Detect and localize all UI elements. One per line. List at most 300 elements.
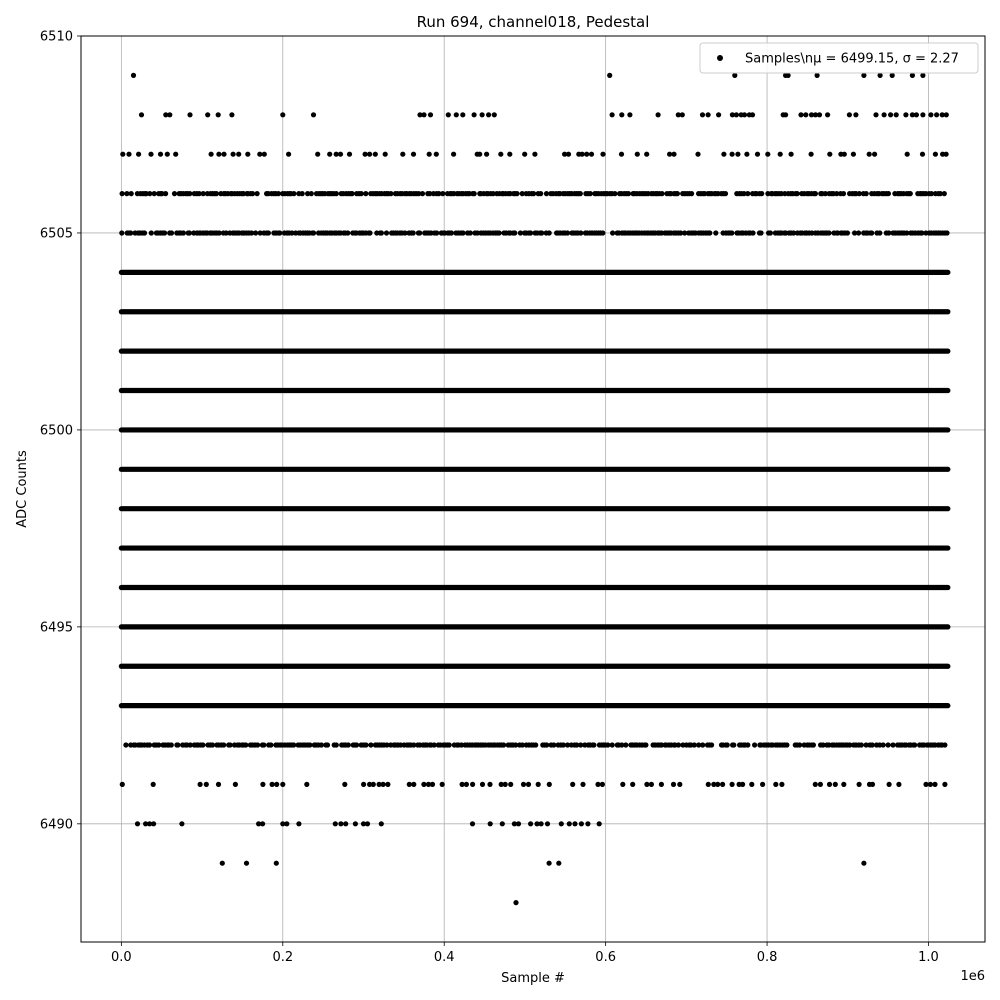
data-point: [497, 230, 502, 235]
data-point: [721, 152, 726, 157]
data-point: [619, 152, 624, 157]
data-point: [345, 230, 350, 235]
data-point: [266, 230, 271, 235]
data-point: [700, 112, 705, 117]
data-point: [547, 782, 552, 787]
data-point: [709, 742, 714, 747]
data-point: [487, 782, 492, 787]
data-point: [209, 152, 214, 157]
data-point: [680, 112, 685, 117]
data-point: [291, 191, 296, 196]
data-point: [200, 742, 205, 747]
data-point: [514, 191, 519, 196]
legend-entry-samples: Samples\nμ = 6499.15, σ = 2.27: [745, 51, 959, 67]
data-point: [643, 742, 648, 747]
data-point: [572, 821, 577, 826]
data-point: [531, 191, 536, 196]
data-point: [472, 191, 477, 196]
data-point: [859, 742, 864, 747]
plot-frame: [81, 36, 985, 942]
data-point: [720, 782, 725, 787]
data-point: [886, 191, 891, 196]
data-point: [861, 73, 866, 78]
data-point: [752, 742, 757, 747]
data-point: [270, 782, 275, 787]
data-point: [513, 900, 518, 905]
data-point: [365, 821, 370, 826]
data-point: [827, 152, 832, 157]
data-point: [610, 230, 615, 235]
data-point: [120, 152, 125, 157]
data-point: [367, 230, 372, 235]
data-point: [742, 112, 747, 117]
x-tick-label: 1.0: [918, 950, 939, 965]
data-point: [600, 152, 605, 157]
data-point: [501, 742, 506, 747]
data-point: [864, 191, 869, 196]
data-point: [896, 782, 901, 787]
data-point: [508, 782, 513, 787]
data-point: [516, 821, 521, 826]
data-point: [353, 821, 358, 826]
data-point: [262, 152, 267, 157]
data-point: [296, 821, 301, 826]
data-point: [789, 152, 794, 157]
data-point: [253, 230, 258, 235]
data-point: [447, 742, 452, 747]
data-point: [231, 152, 236, 157]
data-point: [526, 782, 531, 787]
x-axis-offset-label: 1e6: [960, 969, 985, 984]
data-point: [319, 742, 324, 747]
data-point: [354, 742, 359, 747]
data-point: [735, 152, 740, 157]
data-point: [427, 152, 432, 157]
data-point: [861, 861, 866, 866]
data-point: [383, 152, 388, 157]
data-point: [181, 230, 186, 235]
y-axis-label: ADC Counts: [15, 450, 30, 528]
y-tick-label: 6495: [39, 620, 73, 636]
data-point: [745, 742, 750, 747]
data-point: [750, 230, 755, 235]
data-point: [942, 782, 947, 787]
data-point: [512, 230, 517, 235]
data-point: [381, 782, 386, 787]
data-point: [894, 112, 899, 117]
data-point: [827, 782, 832, 787]
data-point: [644, 152, 649, 157]
data-point: [480, 112, 485, 117]
data-point: [588, 191, 593, 196]
data-point: [522, 152, 527, 157]
data-point: [795, 191, 800, 196]
data-point: [869, 230, 874, 235]
data-point: [400, 152, 405, 157]
data-point: [434, 230, 439, 235]
data-point: [659, 782, 664, 787]
data-point: [216, 112, 221, 117]
data-point: [578, 230, 583, 235]
data-point: [407, 782, 412, 787]
data-point: [817, 112, 822, 117]
data-point: [277, 230, 282, 235]
data-point: [857, 782, 862, 787]
data-point: [585, 821, 590, 826]
data-point: [760, 782, 765, 787]
data-point: [216, 782, 221, 787]
data-point: [460, 230, 465, 235]
data-point: [261, 742, 266, 747]
data-point: [932, 782, 937, 787]
data-point: [825, 112, 830, 117]
data-point: [656, 112, 661, 117]
data-point: [845, 230, 850, 235]
data-point: [635, 152, 640, 157]
data-point: [417, 230, 422, 235]
chart-title: Run 694, channel018, Pedestal: [416, 13, 650, 31]
data-point: [470, 782, 475, 787]
data-point: [221, 742, 226, 747]
data-point: [411, 782, 416, 787]
data-point: [165, 152, 170, 157]
data-point: [460, 112, 465, 117]
data-point: [507, 152, 512, 157]
data-point: [905, 152, 910, 157]
data-point: [765, 152, 770, 157]
data-point: [147, 742, 152, 747]
data-point: [740, 782, 745, 787]
data-point: [644, 782, 649, 787]
data-point: [454, 112, 459, 117]
data-point: [559, 821, 564, 826]
data-point: [600, 782, 605, 787]
data-point: [338, 821, 343, 826]
data-point: [729, 230, 734, 235]
data-point: [813, 782, 818, 787]
data-point: [342, 782, 347, 787]
data-point: [379, 230, 384, 235]
data-point: [903, 112, 908, 117]
data-point: [163, 191, 168, 196]
data-point: [311, 230, 316, 235]
data-point: [890, 742, 895, 747]
x-axis-label: Sample #: [501, 971, 565, 986]
data-point: [350, 191, 355, 196]
data-point: [220, 861, 225, 866]
data-point: [309, 191, 314, 196]
data-point: [120, 782, 125, 787]
data-point: [243, 742, 248, 747]
data-point: [841, 782, 846, 787]
data-point: [250, 191, 255, 196]
data-point: [878, 73, 883, 78]
data-point: [579, 821, 584, 826]
data-point: [338, 152, 343, 157]
data-point: [521, 782, 526, 787]
data-point: [440, 782, 445, 787]
data-point: [492, 112, 497, 117]
data-point: [706, 782, 711, 787]
data-point: [333, 821, 338, 826]
x-tick-label: 0.4: [433, 950, 455, 965]
data-point: [773, 782, 778, 787]
legend: [700, 43, 978, 73]
data-point: [500, 821, 505, 826]
data-point: [464, 782, 469, 787]
data-point: [255, 191, 260, 196]
data-point: [260, 782, 265, 787]
x-tick-label: 0.2: [272, 950, 294, 965]
data-point: [411, 152, 416, 157]
data-point: [411, 230, 416, 235]
data-point: [221, 152, 226, 157]
data-point: [304, 782, 309, 787]
data-point: [169, 742, 174, 747]
data-point: [920, 152, 925, 157]
data-point: [334, 742, 339, 747]
data-point: [274, 782, 279, 787]
data-point: [841, 191, 846, 196]
data-point: [928, 112, 933, 117]
data-point: [934, 112, 939, 117]
data-point: [421, 112, 426, 117]
data-points: [119, 73, 949, 905]
data-point: [671, 782, 676, 787]
x-tick-label: 0.6: [595, 950, 616, 965]
data-point: [689, 191, 694, 196]
data-point: [716, 112, 721, 117]
data-point: [131, 73, 136, 78]
data-point: [187, 112, 192, 117]
data-point: [470, 821, 475, 826]
data-point: [877, 230, 882, 235]
data-point: [803, 112, 808, 117]
data-point: [944, 230, 949, 235]
data-point: [363, 152, 368, 157]
data-point: [167, 112, 172, 117]
data-point: [908, 191, 913, 196]
data-point: [890, 73, 895, 78]
data-point: [343, 821, 348, 826]
data-point: [677, 782, 682, 787]
data-point: [536, 782, 541, 787]
data-point: [784, 742, 789, 747]
data-point: [347, 152, 352, 157]
data-point: [528, 230, 533, 235]
data-point: [695, 152, 700, 157]
legend-marker: [717, 55, 723, 61]
data-point: [713, 230, 718, 235]
data-point: [371, 782, 376, 787]
data-point: [216, 152, 221, 157]
data-point: [607, 73, 612, 78]
data-point: [580, 152, 585, 157]
data-point: [498, 152, 503, 157]
data-point: [584, 152, 589, 157]
data-point: [942, 191, 947, 196]
data-point: [745, 191, 750, 196]
data-point: [707, 230, 712, 235]
data-point: [311, 112, 316, 117]
data-point: [811, 742, 816, 747]
data-point: [363, 742, 368, 747]
data-point: [532, 152, 537, 157]
data-point: [139, 112, 144, 117]
x-tick-label: 0.0: [111, 950, 132, 965]
data-point: [750, 112, 755, 117]
data-point: [867, 152, 872, 157]
data-point: [591, 742, 596, 747]
y-tick-label: 6510: [39, 29, 73, 45]
data-point: [768, 230, 773, 235]
data-point: [327, 152, 332, 157]
data-point: [779, 782, 784, 787]
data-point: [205, 112, 210, 117]
data-point: [204, 782, 209, 787]
data-point: [818, 782, 823, 787]
data-point: [280, 112, 285, 117]
y-tick-label: 6505: [39, 226, 73, 242]
data-point: [420, 191, 425, 196]
data-point: [120, 191, 125, 196]
data-point: [152, 191, 157, 196]
data-point: [539, 230, 544, 235]
data-point: [255, 742, 260, 747]
data-point: [363, 191, 368, 196]
data-point: [388, 191, 393, 196]
data-point: [881, 742, 886, 747]
data-point: [430, 782, 435, 787]
data-point: [135, 821, 140, 826]
data-point: [920, 73, 925, 78]
data-point: [477, 152, 482, 157]
data-point: [649, 782, 654, 787]
data-point: [610, 742, 615, 747]
data-point: [610, 112, 615, 117]
data-point: [503, 782, 508, 787]
data-point: [847, 112, 852, 117]
data-point: [260, 821, 265, 826]
data-point: [136, 152, 141, 157]
data-point: [214, 191, 219, 196]
data-point: [421, 782, 426, 787]
data-point: [920, 112, 925, 117]
data-point: [856, 230, 861, 235]
data-point: [888, 112, 893, 117]
data-point: [538, 191, 543, 196]
data-point: [236, 152, 241, 157]
data-point: [623, 742, 628, 747]
data-point: [580, 782, 585, 787]
data-point: [488, 821, 493, 826]
data-point: [274, 861, 279, 866]
data-point: [612, 191, 617, 196]
data-point: [675, 191, 680, 196]
data-point: [149, 230, 154, 235]
data-point: [346, 742, 351, 747]
data-point: [755, 152, 760, 157]
data-point: [367, 152, 372, 157]
data-point: [229, 112, 234, 117]
data-point: [620, 782, 625, 787]
data-point: [659, 191, 664, 196]
data-point: [468, 230, 473, 235]
data-point: [151, 821, 156, 826]
data-point: [245, 152, 250, 157]
data-point: [910, 73, 915, 78]
data-point: [734, 112, 739, 117]
data-point: [472, 112, 477, 117]
data-point: [842, 152, 847, 157]
data-point: [268, 742, 273, 747]
data-point: [914, 112, 919, 117]
data-point: [175, 742, 180, 747]
data-point: [547, 861, 552, 866]
data-point: [233, 782, 238, 787]
data-point: [244, 861, 249, 866]
data-point: [148, 152, 153, 157]
data-point: [725, 742, 730, 747]
grid: [81, 36, 985, 942]
data-point: [373, 152, 378, 157]
data-point: [626, 191, 631, 196]
data-point: [123, 742, 128, 747]
data-point: [778, 152, 783, 157]
data-point: [257, 152, 262, 157]
data-point: [912, 742, 917, 747]
data-point: [813, 191, 818, 196]
data-point: [758, 230, 763, 235]
data-point: [361, 782, 366, 787]
data-point: [566, 152, 571, 157]
data-point: [547, 230, 552, 235]
data-point: [379, 821, 384, 826]
data-point: [169, 230, 174, 235]
data-point: [162, 230, 167, 235]
data-point: [578, 191, 583, 196]
data-point: [630, 782, 635, 787]
data-point: [359, 191, 364, 196]
data-point: [315, 152, 320, 157]
data-point: [597, 821, 602, 826]
data-point: [730, 152, 735, 157]
data-point: [872, 152, 877, 157]
data-point: [126, 152, 131, 157]
data-point: [706, 112, 711, 117]
data-point: [676, 742, 681, 747]
data-point: [833, 782, 838, 787]
data-point: [589, 152, 594, 157]
data-point: [385, 782, 390, 787]
data-point: [286, 152, 291, 157]
x-tick-label: 0.8: [756, 950, 778, 965]
data-point: [384, 230, 389, 235]
data-point: [700, 742, 705, 747]
data-point: [786, 73, 791, 78]
y-tick-label: 6500: [39, 423, 73, 439]
data-point: [744, 152, 749, 157]
data-point: [731, 742, 736, 747]
data-point: [480, 782, 485, 787]
data-point: [870, 782, 875, 787]
data-point: [151, 782, 156, 787]
data-point: [730, 782, 735, 787]
data-point: [887, 782, 892, 787]
data-point: [815, 73, 820, 78]
data-point: [440, 191, 445, 196]
data-point: [873, 112, 878, 117]
